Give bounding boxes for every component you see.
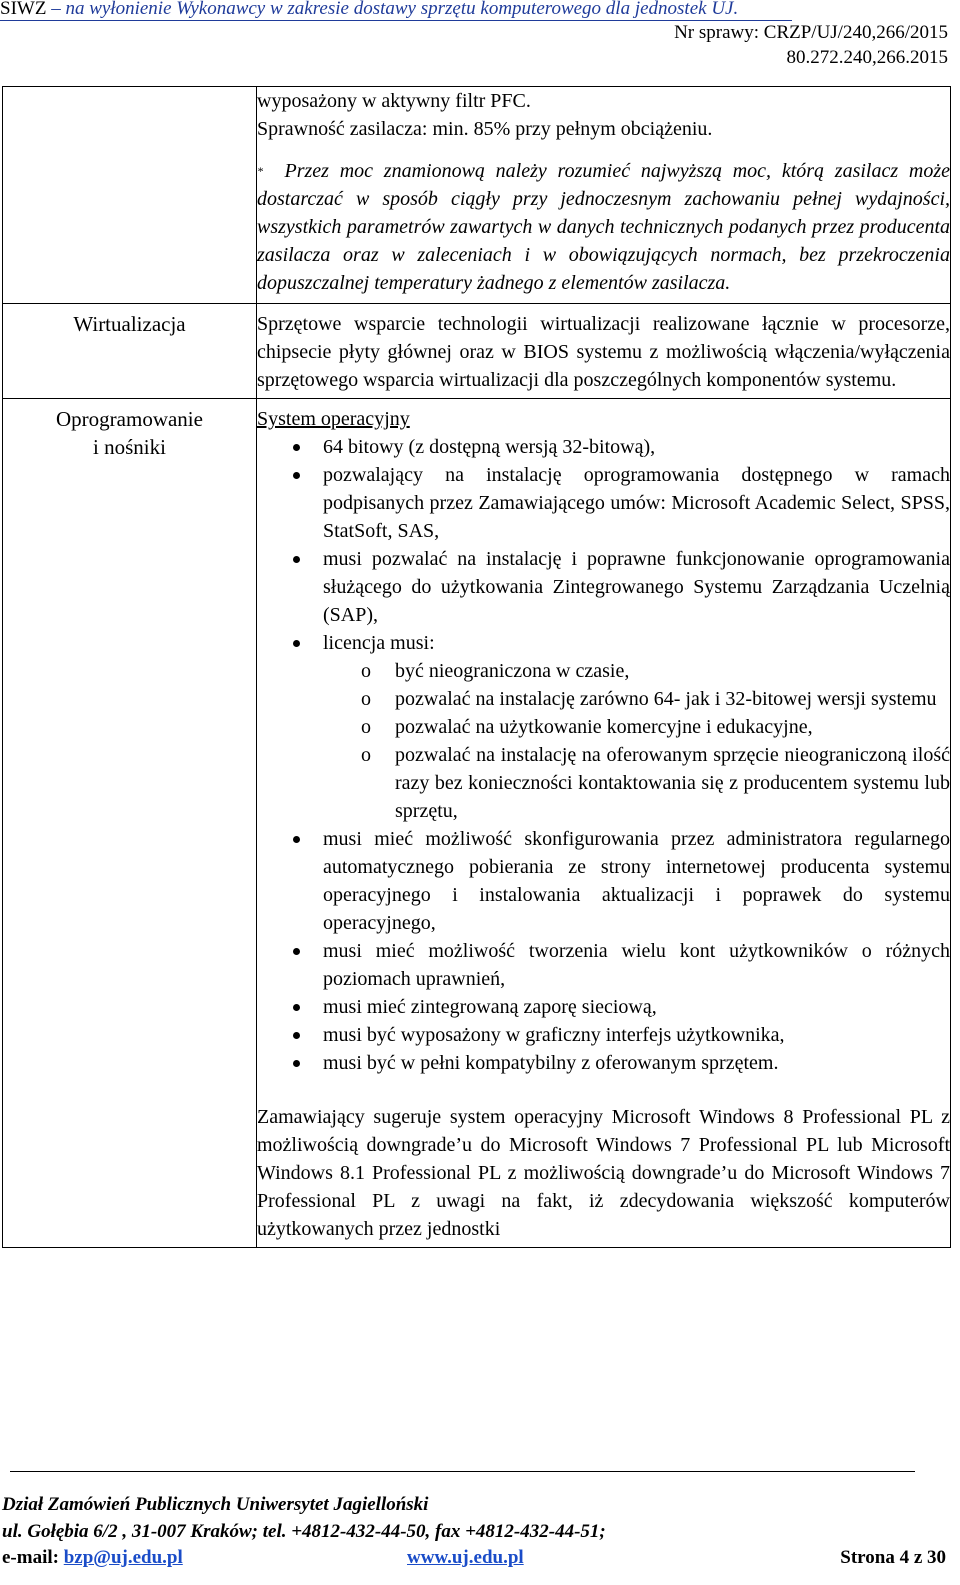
list-item: pozwalający na instalację oprogramowania dostępnego w ramach podpisanych przez Zamawiającego umów: Microsoft Academic Select, SPSS, StatSoft, SAS, <box>257 461 950 545</box>
list-item: 64 bitowy (z dostępną wersją 32-bitową), <box>257 433 950 461</box>
virtualization-text: Sprzętowe wsparcie technologii wirtualizacji realizowane łącznie w procesorze, chipsecie płyty głównej oraz w BIOS systemu z możliwością włączenia/wyłączenia sprzętowego wsparcia wirtualizacji dla poszczególnych komponentów systemu. <box>257 304 951 399</box>
footnote-star: * <box>257 164 263 178</box>
os-heading: System operacyjny <box>257 408 410 430</box>
row-label-software <box>3 399 257 1248</box>
footer-rule <box>10 1471 915 1472</box>
software-label-line2: i nośniki <box>93 435 166 459</box>
license-sub-list <box>323 657 950 825</box>
list-item: musi mieć zintegrowaną zaporę sieciową, <box>257 993 950 1021</box>
footer-department: Dział Zamówień Publicznych Uniwersytet Jagielloński <box>2 1494 429 1515</box>
sub-list-item: o pozwalać na instalację zarówno 64- jak i 32-bitowej wersji systemu <box>323 685 950 713</box>
row-label-virtualization: Wirtualizacja <box>3 304 257 399</box>
footer-contact <box>2 1547 946 1569</box>
os-suggestion-paragraph: Zamawiający sugeruje system operacyjny Microsoft Windows 8 Professional PL z możliwością downgrade’u do Microsoft Windows 7 Professional PL lub Microsoft Windows 8.1 Professional PL z możliwością downgrade’u do Microsoft Windows 7 Professional PL z uwagi na fakt, iż zdecydowania większość komputerów użytkowanych przez jednostki <box>257 1106 950 1240</box>
website-link[interactable]: www.uj.edu.pl <box>407 1547 524 1568</box>
email-link[interactable]: bzp@uj.edu.pl <box>63 1547 183 1568</box>
sub-list-item: o pozwalać na instalację na oferowanym sprzęcie nieograniczoną ilość razy bez konieczności kontaktowania się z producentem systemu lub sprzętu, <box>323 741 950 825</box>
list-item <box>257 629 950 825</box>
document-header-title <box>0 0 738 20</box>
os-requirements-list <box>257 433 950 1077</box>
header-title-rest: – na wyłonienie Wykonawcy w zakresie dostawy sprzętu komputerowego dla jednostek UJ. <box>46 0 739 19</box>
email-label: e-mail: <box>2 1547 64 1568</box>
list-item: musi być w pełni kompatybilny z oferowanym sprzętem. <box>257 1049 950 1077</box>
page-number: Strona 4 z 30 <box>840 1547 946 1568</box>
spec-table <box>2 86 951 1248</box>
table-row <box>3 399 951 1248</box>
header-siwz: SIWZ <box>0 0 47 19</box>
psu-footnote <box>257 157 950 297</box>
software-cell <box>257 399 951 1248</box>
table-row <box>3 304 951 399</box>
footer-address: ul. Gołębia 6/2 , 31-007 Kraków; tel. +4812-432-44-50, fax +4812-432-44-51; <box>2 1521 606 1542</box>
row-label-empty <box>3 87 257 304</box>
software-label-line1: Oprogramowanie <box>56 407 203 431</box>
license-label: licencja musi: <box>323 632 435 654</box>
case-number: Nr sprawy: CRZP/UJ/240,266/2015 <box>674 22 948 43</box>
list-item: musi mieć możliwość skonfigurowania przez administratora regularnego automatycznego pobierania ze strony internetowej producenta systemu operacyjnego i instalowania aktualizacji i poprawek do systemu operacyjnego, <box>257 825 950 937</box>
table-row <box>3 87 951 304</box>
sub-list-item: o być nieograniczona w czasie, <box>323 657 950 685</box>
footnote-text: Przez moc znamionową należy rozumieć najwyższą moc, którą zasilacz może dostarczać w sposób ciągły przy jednoczesnym zachowaniu pełnej wydajności, wszystkich parametrów zawartych w danych technicznych podanych przez producenta zasilacza oraz w zaleceniach i w obowiązujących normach, bez przekroczenia dopuszczalnej temperatury żadnego z elementów zasilacza. <box>257 160 950 294</box>
list-item: musi mieć możliwość tworzenia wielu kont użytkowników o różnych poziomach uprawnień, <box>257 937 950 993</box>
psu-line-2: Sprawność zasilacza: min. 85% przy pełnym obciążeniu. <box>257 118 713 140</box>
case-code: 80.272.240,266.2015 <box>786 47 948 68</box>
psu-line-1: wyposażony w aktywny filtr PFC. <box>257 90 531 112</box>
list-item: musi pozwalać na instalację i poprawne funkcjonowanie oprogramowania służącego do użytkowania Zintegrowanego Systemu Zarządzania Uczelnią (SAP), <box>257 545 950 629</box>
sub-list-item: o pozwalać na użytkowanie komercyjne i edukacyjne, <box>323 713 950 741</box>
power-supply-cell <box>257 87 951 304</box>
list-item: musi być wyposażony w graficzny interfejs użytkownika, <box>257 1021 950 1049</box>
